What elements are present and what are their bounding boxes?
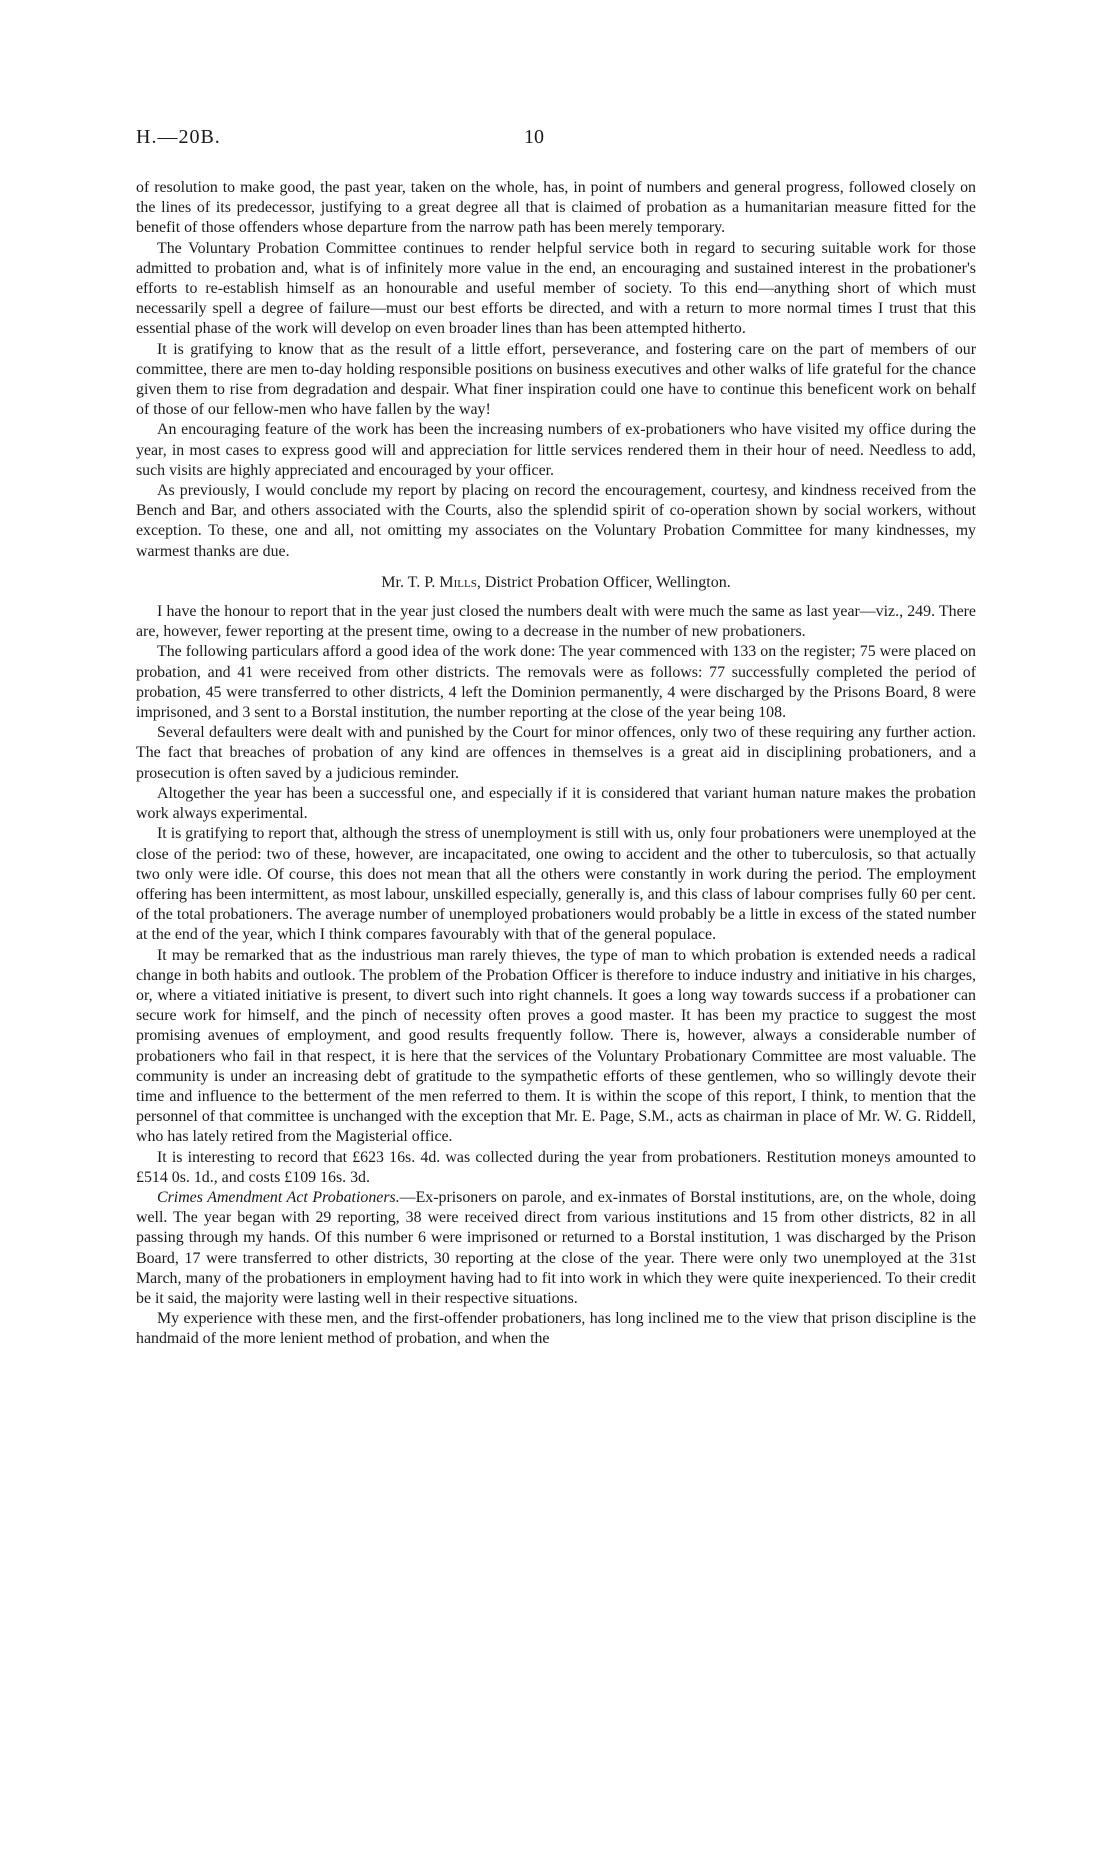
page-number: 10 — [524, 126, 544, 148]
document-code: H.—20B. — [136, 126, 221, 148]
paragraph-lead-in: Crimes Amendment Act Probationers. — [157, 1188, 400, 1206]
heading-prefix: Mr. T. P. — [381, 573, 440, 591]
section-heading — [136, 573, 976, 593]
document-body — [136, 178, 976, 1350]
heading-suffix: , District Probation Officer, Wellington. — [476, 573, 731, 591]
paragraph: The following particulars afford a good idea of the work done: The year commenced with 133 on the register; 75 were placed on probation, and 41 were received from other districts. The removals were as follows: 77 successfully completed the period of probation, 45 were transferred to other districts, 4 left the Dominion permanently, 4 were discharged by the Prisons Board, 8 were imprisoned, and 3 sent to a Borstal institution, the number reporting at the close of the year being 108. — [136, 643, 976, 722]
paragraph — [136, 1188, 976, 1309]
paragraph: of resolution to make good, the past year, taken on the whole, has, in point of numbers and general progress, followed closely on the lines of its predecessor, justifying to a great degree all that is claimed of probation as a humanitarian measure fitted for the benefit of those offenders whose departure from the narrow path has been merely temporary. — [136, 179, 976, 237]
paragraph-text: —Ex-prisoners on parole, and ex-inmates of Borstal institutions, are, on the whole, doing well. The year began with 29 reporting, 38 were received direct from various institutions and 15 from other districts, 82 in all passing through my hands. Of this number 6 were imprisoned or returned to a Borstal institution, 1 was discharged by the Prison Board, 17 were transferred to other districts, 30 reporting at the close of the year. There were only two unemployed at the 31st March, many of the probationers in employment having had to fit into work in which they were quite inexperienced. To their credit be it said, the majority were lasting well in their respective situations. — [136, 1188, 976, 1307]
paragraph: It is gratifying to report that, although the stress of unemployment is still with us, only four probationers were unemployed at the close of the period: two of these, however, are incapacitated, one owing to accident and the other to tuberculosis, so that actually two only were idle. Of course, this does not mean that all the others were constantly in work during the period. The employment offering has been intermittent, as most labour, unskilled especially, generally is, and this class of labour comprises fully 60 per cent. of the total probationers. The average number of unemployed probationers would probably be a little in excess of the stated number at the end of the year, which I think compares favourably with that of the general populace. — [136, 825, 976, 944]
paragraph: It may be remarked that as the industrious man rarely thieves, the type of man to which probation is extended needs a radical change in both habits and outlook. The problem of the Probation Officer is therefore to induce industry and initiative in his charges, or, where a vitiated initiative is present, to divert such into right channels. It goes a long way towards success if a probationer can secure work for himself, and the pinch of necessity often proves a good master. It has been my practice to suggest the most promising avenues of employment, and good results frequently follow. There is, however, always a considerable number of probationers who fail in that respect, it is here that the services of the Voluntary Probationary Committee are most valuable. The community is under an increasing debt of gratitude to the sympathetic efforts of these gentlemen, who so willingly devote their time and influence to the betterment of the men referred to them. It is within the scope of this report, I think, to mention that the personnel of that committee is unchanged with the exception that Mr. E. Page, S.M., acts as chairman in place of Mr. W. G. Riddell, who has lately retired from the Magisterial office. — [136, 946, 976, 1146]
paragraph: As previously, I would conclude my report by placing on record the encouragement, courtesy, and kindness received from the Bench and Bar, and others associated with the Courts, also the splendid spirit of co-operation shown by social workers, without exception. To these, one and all, not omitting my associates on the Voluntary Probation Committee for many kindnesses, my warmest thanks are due. — [136, 482, 976, 560]
paragraph: I have the honour to report that in the year just closed the numbers dealt with were much the same as last year—viz., 249. There are, however, fewer reporting at the present time, owing to a decrease in the number of new probationers. — [136, 603, 976, 641]
paragraph: The Voluntary Probation Committee continues to render helpful service both in regard to securing suitable work for those admitted to probation and, what is of infinitely more value in the end, an encouraging and sustained interest in the probationer's efforts to re-establish himself as an honourable and useful member of society. To this end—anything short of which must necessarily spell a degree of failure—must our best efforts be directed, and with a return to more normal times I trust that this essential phase of the work will develop on even broader lines than has been attempted hitherto. — [136, 239, 976, 338]
page-header — [136, 126, 976, 156]
paragraph: It is gratifying to know that as the result of a little effort, perseverance, and fostering care on the part of members of our committee, there are men to-day holding responsible positions on business executives and other walks of life grateful for the chance given them to rise from degradation and despair. What finer inspiration could one have to continue this beneficent work on behalf of those of our fellow-men who have fallen by the way! — [136, 340, 976, 419]
paragraph: It is interesting to record that £623 16s. 4d. was collected during the year from probationers. Restitution moneys amounted to £514 0s. 1d., and costs £109 16s. 3d. — [136, 1148, 976, 1186]
paragraph: My experience with these men, and the first-offender probationers, has long inclined me to the view that prison discipline is the handmaid of the more lenient method of probation, and when the — [136, 1310, 976, 1348]
paragraph: Several defaulters were dealt with and punished by the Court for minor offences, only two of these requiring any further action. The fact that breaches of probation of any kind are offences in themselves is a great aid in disciplining probationers, and a prosecution is often saved by a judicious reminder. — [136, 724, 976, 782]
heading-name: Mills — [439, 573, 477, 591]
paragraph: Altogether the year has been a successful one, and especially if it is considered that variant human nature makes the probation work always experimental. — [136, 784, 976, 823]
paragraph: An encouraging feature of the work has been the increasing numbers of ex-probationers who have visited my office during the year, in most cases to express good will and appreciation for little services rendered them in their hour of need. Needless to add, such visits are highly appreciated and encouraged by your officer. — [136, 421, 976, 479]
